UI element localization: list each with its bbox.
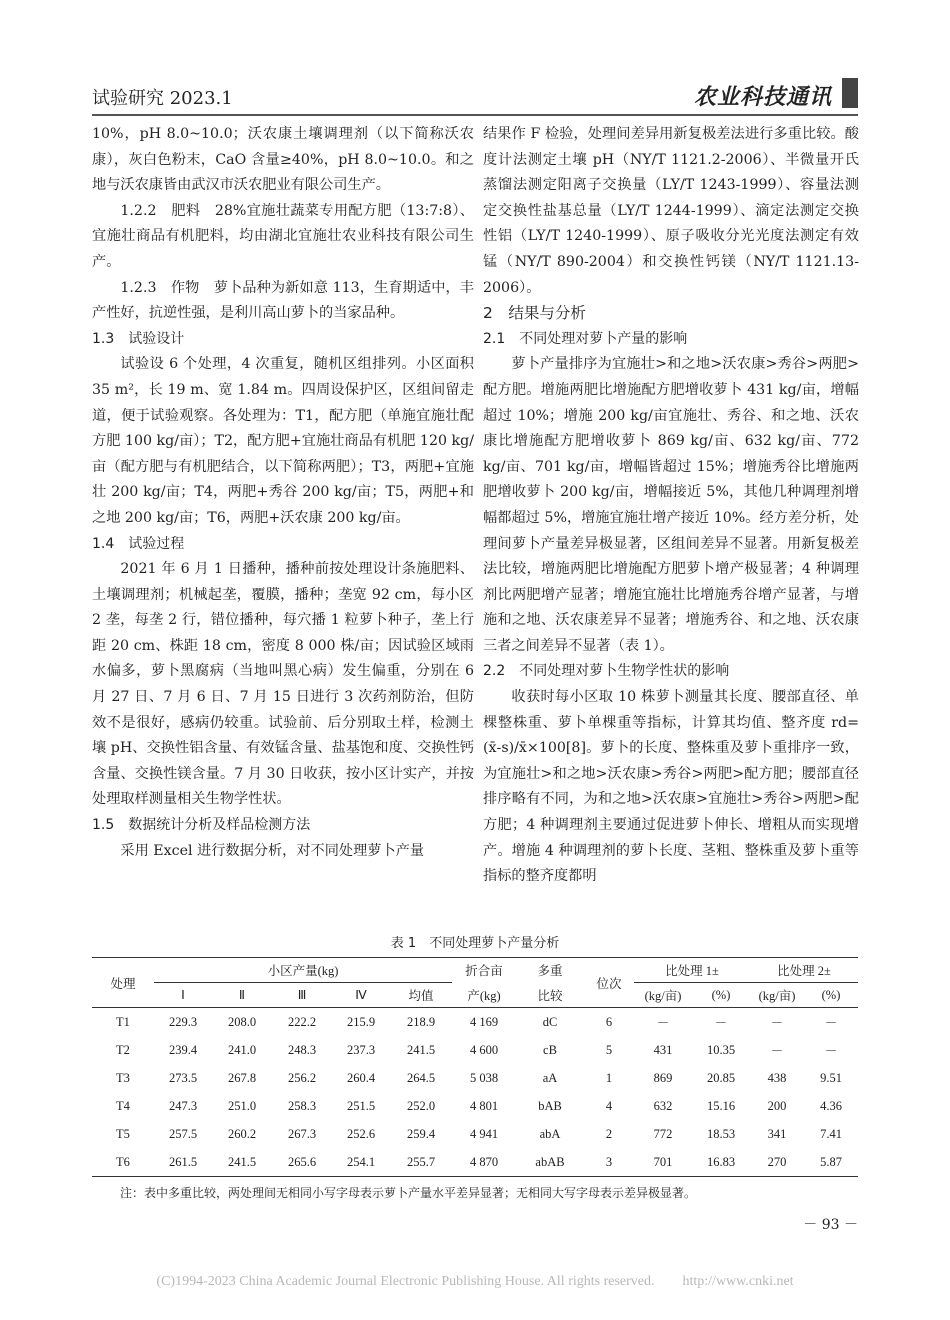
cell-treatment: T4 [116,1098,130,1113]
cell-rank: 1 [605,1070,613,1085]
header-vs2-pct: (%) [804,983,858,1008]
cell-rep2: 208.0 [227,1014,257,1029]
cell-multi: aA [542,1070,558,1085]
table-row [92,1120,858,1148]
cell-rank: 4 [605,1098,613,1113]
cell-vs2-pct: 9.51 [820,1070,842,1085]
cell-rep2: 267.8 [227,1070,257,1085]
cell-rep2: 241.0 [227,1042,257,1057]
header-vs-t1: 比处理 1± [634,958,750,983]
cell-rep3: 256.2 [287,1070,317,1085]
cell-rep2: 251.0 [227,1098,257,1113]
cell-treatment: T6 [92,1148,154,1177]
header-rep-3: Ⅲ [272,983,332,1008]
header-rank: 位次 [584,958,634,1008]
cell-rep2: 260.2 [227,1126,257,1141]
cell-mean: 255.7 [390,1148,452,1177]
cell-converted: 4 801 [469,1098,499,1113]
table-row [92,1008,858,1037]
heading-1-5: 1.5 数据统计分析及样品检测方法 [92,817,311,834]
cell-multi: abA [539,1126,561,1141]
header-treatment: 处理 [92,958,154,1008]
cell-rank: 3 [584,1148,634,1177]
cell-vs1-pct: 10.35 [706,1042,736,1057]
cell-rep3: 248.3 [287,1042,317,1057]
cell-vs2-kg: 341 [767,1126,787,1141]
cell-mean: 218.9 [406,1014,436,1029]
cell-rep4: 254.1 [332,1148,390,1177]
table-row [92,1148,858,1177]
cell-converted: 4 600 [469,1042,499,1057]
cell-vs1-pct: 20.85 [706,1070,736,1085]
cell-vs1-kg: 431 [653,1042,673,1057]
cell-vs1-kg: 869 [653,1070,673,1085]
journal-logo: 农业科技通讯 [693,84,832,110]
cell-vs2-pct: 5.87 [804,1148,858,1177]
header-vs1-pct: (%) [692,983,750,1008]
header-multi-line2: 比较 [516,983,584,1008]
copyright-footer: (C)1994-2023 China Academic Journal Electronic Publishing House. All rights reserved. http://www.cnki.net [156,1274,794,1289]
heading-2-2: 2.2 不同处理对萝卜生物学性状的影响 [483,663,730,680]
cell-rep3: 267.3 [287,1126,317,1141]
journal-issue: 试验研究 2023.1 [92,88,233,109]
cell-converted: 4 870 [452,1148,516,1177]
right-column [483,122,859,890]
cell-vs2-kg: － [770,1016,784,1030]
cell-treatment: T5 [116,1126,130,1141]
header-rule [92,114,858,116]
heading-1-4: 1.4 试验过程 [92,535,185,552]
cell-mean: 241.5 [406,1042,436,1057]
cell-rep4: 237.3 [346,1042,376,1057]
header-plot-yield: 小区产量(kg) [154,958,452,983]
header-vs2-kg: (kg/亩) [750,983,804,1008]
cell-rep4: 251.5 [346,1098,376,1113]
cell-vs1-pct: 18.53 [706,1126,736,1141]
paragraph: 结果作 F 检验，处理间差异用新复极差法进行多重比较。酸度计法测定土壤 pH（NY/T 1121.2-2006）、半微量开氏蒸馏法测定阳离子交换量（LY/T 1243-1999）、容量法测定交换性盐基总量（LY/T 1244-1999）、滴定法测定交换性铝（LY/T 1240-1999）、原子吸收分光光度法测定有效锰（NY/T 890-2004）和交换性钙镁（NY/T 1121.13-2006）。 [483,126,859,296]
heading-1-3: 1.3 试验设计 [92,330,185,347]
cell-vs1-pct: 16.83 [692,1148,750,1177]
cell-mean: 259.4 [406,1126,436,1141]
header-vs-t2: 比处理 2± [750,958,858,983]
cell-rep3: 258.3 [287,1098,317,1113]
cell-vs2-pct: 7.41 [820,1126,842,1141]
table-row [92,1036,858,1064]
section-1-2-3: 1.2.3 作物 萝卜品种为新如意 113，生育期适中，丰产性好，抗逆性强，是利川高山萝卜的当家品种。 [92,279,474,322]
cell-rep4: 252.6 [346,1126,376,1141]
cell-multi: cB [543,1042,557,1057]
cell-vs1-pct: － [714,1016,728,1030]
cell-mean: 264.5 [406,1070,436,1085]
cell-rep2: 241.5 [212,1148,272,1177]
cell-vs2-kg: 200 [767,1098,787,1113]
left-column [92,122,474,864]
section-1-2-2: 1.2.2 肥料 28%宜施壮蔬菜专用配方肥（13:7:8）、宜施壮商品有机肥料，均由湖北宜施壮农业科技有限公司生产。 [92,202,474,270]
table-caption: 表 1 不同处理萝卜产量分析 [390,936,560,951]
cell-converted: 4 941 [469,1126,499,1141]
cell-treatment: T2 [116,1042,130,1057]
cell-rep1: 247.3 [168,1098,198,1113]
table-note: 注：表中多重比较，两处理间无相同小写字母表示萝卜产量水平差异显著；无相同大写字母表示差异极显著。 [120,1186,697,1200]
cell-rep1: 257.5 [168,1126,198,1141]
cell-vs1-kg: 632 [653,1098,673,1113]
paragraph: 萝卜产量排序为宜施壮>和之地>沃农康>秀谷>两肥>配方肥。增施两肥比增施配方肥增收萝卜 431 kg/亩，增幅超过 10%；增施 200 kg/亩宜施壮、秀谷、和之地、沃农康比增施配方肥增收萝卜 869 kg/亩、632 kg/亩、772 kg/亩、701 kg/亩，增幅皆超过 15%；增施秀谷比增施两肥增收萝卜 200 kg/亩，增幅接近 5%，其他几种调理剂增幅都超过 5%，增施宜施壮增产接近 10%。经方差分析，处理间萝卜产量差异极显著，区组间差异不显著。用新复极差法比较，增施两肥比增施配方肥萝卜增产极显著；4 种调理剂比两肥增产显著；增施宜施壮比增施秀谷增产显著，与增施和之地、沃农康差异不显著；增施秀谷、和之地、沃农康三者之间差异不显著（表 1）。 [483,356,859,654]
cell-vs2-pct: － [824,1016,838,1030]
cell-rep1: 261.5 [154,1148,212,1177]
cell-treatment: T3 [116,1070,130,1085]
header-multi-line1: 多重 [516,958,584,983]
cell-multi: dC [542,1014,558,1029]
header-rep-4: Ⅳ [332,983,390,1008]
page-number: － 93 － [803,1217,858,1233]
cell-rep1: 229.3 [168,1014,198,1029]
cell-vs1-kg: 701 [634,1148,692,1177]
cell-mean: 252.0 [406,1098,436,1113]
header-rep-2: Ⅱ [212,983,272,1008]
paragraph: 10%，pH 8.0~10.0；沃农康土壤调理剂（以下简称沃农康），灰白色粉末，CaO 含量≥40%，pH 8.0~10.0。和之地与沃农康皆由武汉市沃农肥业有限公司生产。 [92,126,474,194]
header-vs1-kg: (kg/亩) [634,983,692,1008]
table-row [92,1092,858,1120]
cell-multi: abAB [516,1148,584,1177]
cell-rank: 5 [605,1042,613,1057]
heading-2-1: 2.1 不同处理对萝卜产量的影响 [483,330,688,347]
cell-rank: 2 [605,1126,613,1141]
cell-rep1: 273.5 [168,1070,198,1085]
yield-table [92,957,858,1177]
paragraph: 采用 Excel 进行数据分析，对不同处理萝卜产量 [120,842,425,859]
header-rep-1: Ⅰ [154,983,212,1008]
header-converted-line2: 产(kg) [452,983,516,1008]
cell-multi: bAB [538,1098,562,1113]
header-bar-decoration [842,78,858,108]
cell-rep4: 260.4 [346,1070,376,1085]
cell-treatment: T1 [116,1014,130,1029]
heading-2: 2 结果与分析 [483,304,586,323]
cell-vs1-kg: 772 [653,1126,673,1141]
header-mean: 均值 [390,983,452,1008]
cell-rep4: 215.9 [346,1014,376,1029]
header-converted-line1: 折合亩 [452,958,516,983]
cell-vs2-kg: 270 [750,1148,804,1177]
cell-rep1: 239.4 [168,1042,198,1057]
paragraph: 试验设 6 个处理，4 次重复，随机区组排列。小区面积 35 m²，长 19 m、宽 1.84 m。四周设保护区，区组间留走道，便于试验观察。各处理为：T1，配方肥（单施宜施壮配方肥 100 kg/亩）；T2，配方肥+宜施壮商品有机肥 120 kg/亩（配方肥与有机肥结合，以下简称两肥）；T3，两肥+宜施壮 200 kg/亩；T4，两肥+秀谷 200 kg/亩；T5，两肥+和之地 200 kg/亩；T6，两肥+沃农康 200 kg/亩。 [92,356,474,526]
cell-rep3: 265.6 [272,1148,332,1177]
cell-vs1-pct: 15.16 [706,1098,736,1113]
cell-vs2-kg: 438 [767,1070,787,1085]
cell-vs1-kg: － [656,1016,670,1030]
cell-vs2-pct: － [824,1044,838,1058]
cell-converted: 4 169 [469,1014,499,1029]
page-header [92,80,858,110]
paragraph: 收获时每小区取 10 株萝卜测量其长度、腰部直径、单棵整株重、萝卜单棵重等指标，计算其均值、整齐度 rd=(x̄-s)/x̄×100[8]。萝卜的长度、整株重及萝卜重排序一致，为宜施壮>和之地>沃农康>秀谷>两肥>配方肥；腰部直径排序略有不同，为和之地>沃农康>宜施壮>秀谷>两肥>配方肥；4 种调理剂主要通过促进萝卜伸长、增粗从而实现增产。增施 4 种调理剂的萝卜长度、茎粗、整株重及萝卜重等指标的整齐度都明 [483,689,859,885]
cell-vs2-kg: － [770,1044,784,1058]
cell-rank: 6 [605,1014,613,1029]
cell-vs2-pct: 4.36 [820,1098,842,1113]
table-row [92,1064,858,1092]
cell-rep3: 222.2 [287,1014,317,1029]
paragraph: 2021 年 6 月 1 日播种，播种前按处理设计条施肥料、土壤调理剂；机械起垄，覆膜，播种；垄宽 92 cm，每小区 2 垄，每垄 2 行，错位播种，每穴播 1 粒萝卜种子，垄上行距 20 cm、株距 18 cm，密度 8 000 株/亩；因试验区域雨水偏多，萝卜黑腐病（当地叫黑心病）发生偏重，分别在 6 月 27 日、7 月 6 日、7 月 15 日进行 3 次药剂防治，但防效不是很好，感病仍较重。试验前、后分别取土样，检测土壤 pH、交换性铝含量、有效锰含量、盐基饱和度、交换性钙含量、交换性镁含量。7 月 30 日收获，按小区计实产，并按处理取样测量相关生物学性状。 [92,561,474,808]
cell-converted: 5 038 [469,1070,499,1085]
